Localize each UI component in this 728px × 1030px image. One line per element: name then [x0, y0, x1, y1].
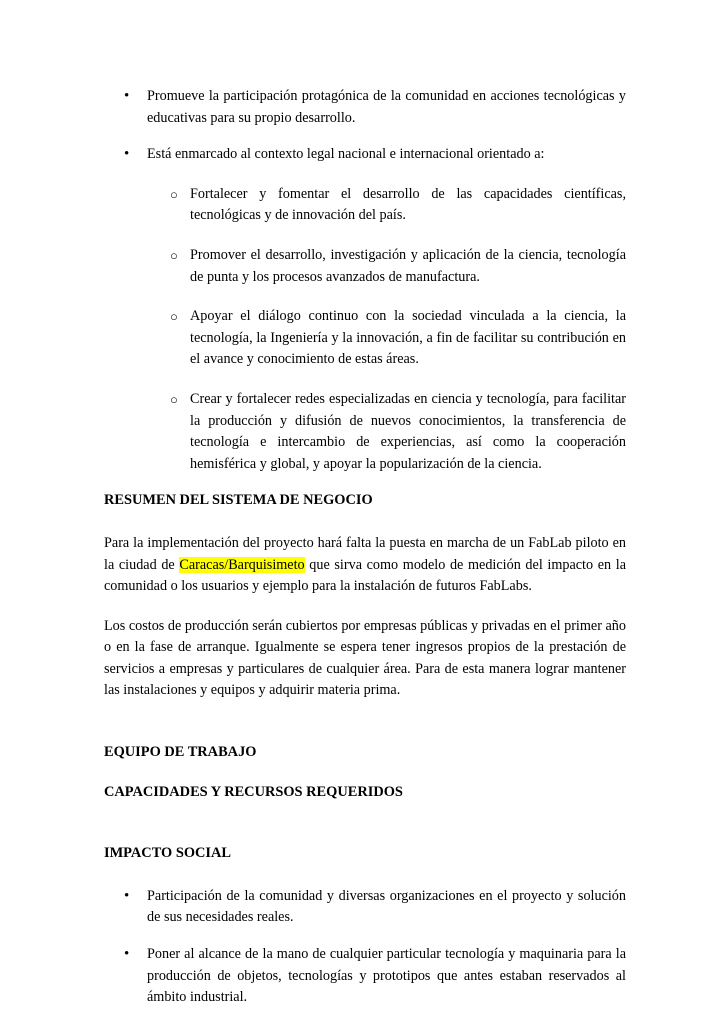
- circle-bullet-mark: ○: [170, 391, 178, 407]
- sub-item-text: Promover el desarrollo, investigación y aplicación de la ciencia, tecnología de punta y los procesos avanzados de manufactura.: [190, 246, 626, 285]
- section-heading-impacto: IMPACTO SOCIAL: [104, 845, 231, 862]
- sub-item-text: Apoyar el diálogo continuo con la sociedad vinculada a la ciencia, la tecnología, la Ingeniería y la innovación, a fin de facilitar su contribución en el avance y conocimiento de estas áreas.: [190, 308, 626, 368]
- section-heading-capacidades: CAPACIDADES Y RECURSOS REQUERIDOS: [104, 783, 403, 800]
- bullet-item: [104, 944, 626, 1009]
- resumen-paragraph-2: Los costos de producción serán cubiertos por empresas públicas y privadas en el primer año o en la fase de arranque. Igualmente se espera tener ingresos propios de la prestación de servicios a empresas y particulares de cualquier área. Para de esta manera lograr mantener las instalaciones y equipos y adquirir materia prima.: [104, 617, 626, 699]
- sub-item-text: Crear y fortalecer redes especializadas en ciencia y tecnología, para facilitar la producción y difusión de nuevos conocimientos, la transferencia de tecnología e intercambio de experiencias, así como la cooperación hemisférica y global, y apoyar la popularización de la ciencia.: [190, 390, 626, 472]
- sub-item: [104, 184, 626, 227]
- section-heading-equipo: EQUIPO DE TRABAJO: [104, 744, 257, 761]
- bullet-mark: •: [124, 146, 130, 163]
- document-page: [104, 86, 626, 1009]
- bullet-item: [104, 144, 626, 166]
- bullet-mark: •: [124, 88, 130, 104]
- circle-bullet-mark: ○: [170, 186, 178, 202]
- sub-item-text: Fortalecer y fomentar el desarrollo de las capacidades científicas, tecnológicas y de innovación del país.: [190, 185, 626, 224]
- bullet-item: [104, 886, 626, 929]
- bullet-text: Participación de la comunidad y diversas organizaciones en el proyecto y solución de sus necesidades reales.: [147, 887, 626, 926]
- bullet-mark: •: [124, 946, 130, 963]
- bullet-item: [104, 86, 626, 129]
- sub-item: [104, 306, 626, 371]
- bullet-text: Promueve la participación protagónica de la comunidad en acciones tecnológicas y educativas para su propio desarrollo.: [147, 88, 626, 126]
- sub-item: [104, 389, 626, 475]
- highlighted-text: Caracas/Barquisimeto: [179, 556, 305, 573]
- section-heading-resumen: RESUMEN DEL SISTEMA DE NEGOCIO: [104, 492, 373, 509]
- circle-bullet-mark: ○: [170, 247, 178, 263]
- sub-item: [104, 245, 626, 288]
- bullet-text: Está enmarcado al contexto legal nacional e internacional orientado a:: [147, 146, 545, 163]
- circle-bullet-mark: ○: [170, 309, 178, 325]
- bullet-mark: •: [124, 887, 130, 904]
- bullet-text: Poner al alcance de la mano de cualquier particular tecnología y maquinaria para la producción de objetos, tecnologías y prototipos que antes estaban reservados al ámbito industrial.: [147, 946, 626, 1006]
- resumen-paragraph-1: Para la implementación del proyecto hará falta la puesta en marcha de un FabLab piloto en la ciudad de Caracas/Barquisimeto que sirva como modelo de medición del impacto en la comunidad o los usuarios y ejemplo para la instalación de futuros FabLabs.: [104, 534, 626, 595]
